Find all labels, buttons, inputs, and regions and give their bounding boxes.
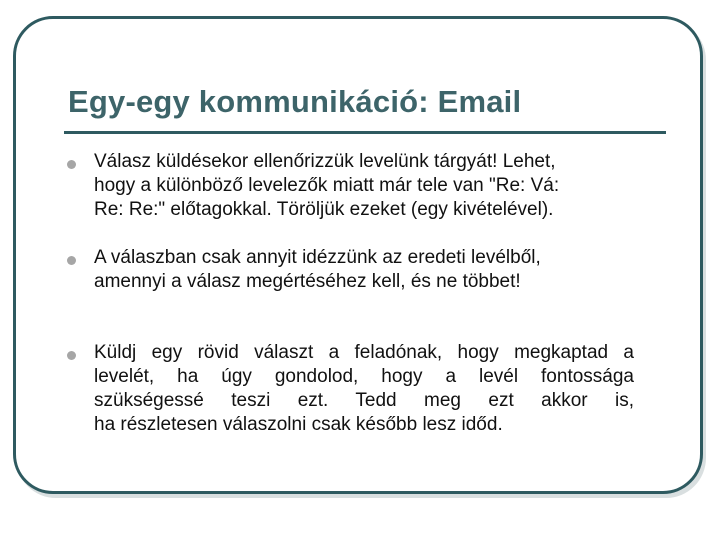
bullet-dot-icon bbox=[67, 351, 76, 360]
bullet-line: Válasz küldésekor ellenőrizzük levelünk tárgyát! Lehet, bbox=[94, 151, 556, 172]
bullet-line: A válaszban csak annyit idézzünk az eredeti levélből, bbox=[94, 247, 541, 268]
bullet-line: Re: Re:" előtagokkal. Töröljük ezeket (egy kivételével). bbox=[94, 199, 554, 220]
slide-title: Egy-egy kommunikáció: Email bbox=[68, 84, 522, 119]
bullet-line: levelét, ha úgy gondolod, hogy a levél fontossága bbox=[94, 366, 634, 387]
bullet-line: Küldj egy rövid választ a feladónak, hogy megkaptad a bbox=[94, 342, 634, 363]
bullet-list bbox=[94, 150, 634, 437]
title-divider bbox=[64, 131, 666, 134]
bullet-item-short-reply bbox=[94, 341, 634, 437]
bullet-line: amennyi a válasz megértéséhez kell, és ne többet! bbox=[94, 271, 521, 292]
bullet-line: szükségessé teszi ezt. Tedd meg ezt akkor is, bbox=[94, 390, 634, 411]
bullet-line: hogy a különböző levelezők miatt már tele van "Re: Vá: bbox=[94, 175, 560, 196]
bullet-dot-icon bbox=[67, 160, 76, 169]
bullet-dot-icon bbox=[67, 256, 76, 265]
bullet-item-subject-check bbox=[94, 150, 634, 246]
bullet-item-quoting bbox=[94, 246, 634, 341]
bullet-line: ha részletesen válaszolni csak később lesz időd. bbox=[94, 414, 503, 435]
